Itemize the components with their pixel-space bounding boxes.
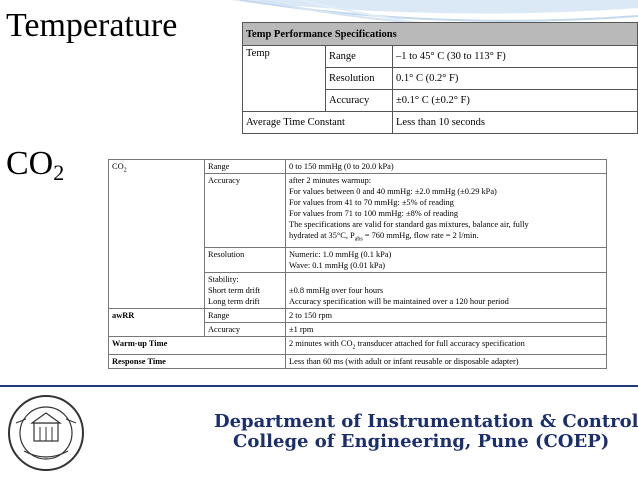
temp-param-cell: Temp bbox=[243, 46, 326, 112]
temperature-heading: Temperature bbox=[6, 7, 178, 44]
accuracy-value: ±0.1° C (±0.2° F) bbox=[393, 90, 638, 112]
avg-time-value: Less than 10 seconds bbox=[393, 112, 638, 134]
co2-range-value: 0 to 150 mmHg (0 to 20.0 kPa) bbox=[286, 160, 607, 174]
response-value: Less than 60 ms (with adult or infant reusable or disposable adapter) bbox=[286, 355, 607, 369]
table-row bbox=[243, 112, 638, 134]
co2-accuracy-label: Accuracy bbox=[205, 174, 286, 248]
awrr-label: awRR bbox=[109, 308, 205, 336]
range-label: Range bbox=[326, 46, 393, 68]
range-value: –1 to 45° C (30 to 113° F) bbox=[393, 46, 638, 68]
co2-resolution-label: Resolution bbox=[205, 247, 286, 272]
college-name: College of Engineering, Pune (COEP) bbox=[233, 431, 610, 452]
department-name: Department of Instrumentation & Control bbox=[214, 411, 638, 432]
table-row bbox=[109, 308, 607, 322]
table-row bbox=[109, 336, 607, 355]
table-row bbox=[243, 46, 638, 68]
temp-table-header: Temp Performance Specifications bbox=[243, 23, 638, 46]
table-row bbox=[109, 355, 607, 369]
temperature-spec-table bbox=[242, 22, 638, 134]
co2-label-cell: $CO_2$ bbox=[109, 160, 205, 309]
accuracy-label: Accuracy bbox=[326, 90, 393, 112]
table-row bbox=[109, 160, 607, 174]
awrr-range-value: 2 to 150 rpm bbox=[286, 308, 607, 322]
co2-stability-value: ±0.8 mmHg over four hours Accuracy specification will be maintained over a 120 hour period bbox=[286, 272, 607, 308]
co2-stability-label: Stability: Short term drift Long term drift bbox=[205, 272, 286, 308]
co2-range-label: Range bbox=[205, 160, 286, 174]
awrr-accuracy-value: ±1 rpm bbox=[286, 322, 607, 336]
resolution-label: Resolution bbox=[326, 68, 393, 90]
co2-resolution-value: Numeric: 1.0 mmHg (0.1 kPa) Wave: 0.1 mmHg (0.01 kPa) bbox=[286, 247, 607, 272]
coep-seal-logo bbox=[6, 393, 86, 473]
footer-divider bbox=[0, 385, 638, 387]
co2-heading: $CO_2$ bbox=[6, 145, 65, 185]
response-label: Response Time bbox=[109, 355, 286, 369]
warmup-label: Warm-up Time bbox=[109, 336, 286, 355]
co2-spec-table bbox=[108, 159, 607, 369]
awrr-range-label: Range bbox=[205, 308, 286, 322]
warmup-value: 2 minutes with $CO_2$ transducer attached for full accuracy specification bbox=[286, 336, 607, 355]
resolution-value: 0.1° C (0.2° F) bbox=[393, 68, 638, 90]
co2-accuracy-value: after 2 minutes warmup: For values between 0 and 40 mmHg: ±2.0 mmHg (±0.29 kPa) For values from 41 to 70 mmHg: ±5% of reading For values from 71 to 100 mmHg: ±8% of reading The specifications are valid for standard gas mixtures, balance air, fully hydrated at 35°C, $P_{abs} = 760$ mmHg, flow rate = 2 l/min. bbox=[286, 174, 607, 248]
awrr-accuracy-label: Accuracy bbox=[205, 322, 286, 336]
table-header-row bbox=[243, 23, 638, 46]
avg-time-label: Average Time Constant bbox=[243, 112, 393, 134]
